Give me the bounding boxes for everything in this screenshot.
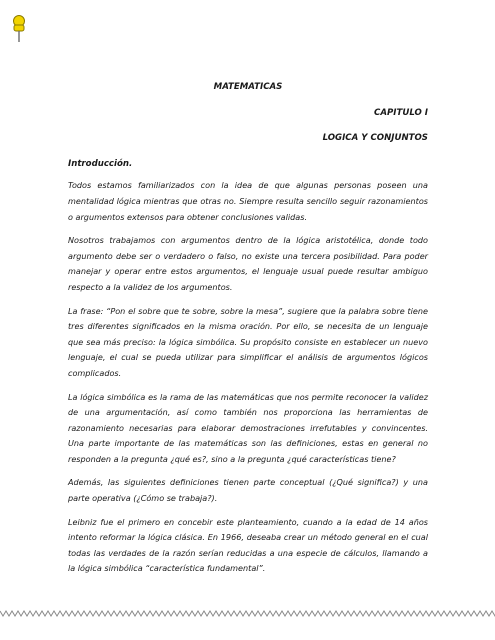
document-title: MATEMATICAS xyxy=(213,82,283,92)
zigzag-border xyxy=(0,607,495,621)
document-body xyxy=(68,80,428,585)
paragraph: La frase: “Pon el sobre que te sobre, sobre la mesa”, sugiere que la palabra sobre tiene tres diferentes significados en la misma oración. Por ello, se necesita de un lenguaje que sea más preciso: la lógica simbólica. Su propósito consiste en establecer un nuevo lenguaje, el cual se pueda utilizar para simplificar el análisis de argumentos lógicos complicados. xyxy=(68,305,428,378)
paragraph: Leibniz fue el primero en concebir este planteamiento, cuando a la edad de 14 años intento reformar la lógica clásica. En 1966, deseaba crear un método general en el cual todas las verdades de la razón serían reducidas a una especie de cálculos, llamando a la lógica simbólica “característica fundamental”. xyxy=(68,516,428,574)
paragraph: La lógica simbólica es la rama de las matemáticas que nos permite reconocer la validez de una argumentación, así como también nos proporciona las herramientas de razonamiento necesarias para elaborar demostraciones irrefutables y convincentes. Una parte importante de las matemáticas son las definiciones, estas en general no responden a la pregunta ¿qué es?, sino a la pregunta ¿qué características tiene? xyxy=(68,391,428,464)
section-heading: Introducción. xyxy=(68,158,133,169)
chapter-label: CAPITULO I xyxy=(374,107,428,118)
paragraph: Además, las siguientes definiciones tienen parte conceptual (¿Qué significa?) y una parte operativa (¿Cómo se trabaja?). xyxy=(68,477,428,504)
chapter-title: LOGICA Y CONJUNTOS xyxy=(322,133,428,144)
paragraph: Nosotros trabajamos con argumentos dentro de la lógica aristotélica, donde todo argumento debe ser o verdadero o falso, no existe una tercera posibilidad. Para poder manejar y operar entre estos argumentos, el lenguaje usual puede resultar ambiguo respecto a la validez de los argumentos. xyxy=(68,235,428,292)
pushpin-icon xyxy=(8,14,30,44)
paragraph: Todos estamos familiarizados con la idea de que algunas personas poseen una mentalidad lógica mientras que otras no. Siempre resulta sencillo seguir razonamientos o argumentos extensos para obtener conclusiones validas. xyxy=(68,180,428,222)
